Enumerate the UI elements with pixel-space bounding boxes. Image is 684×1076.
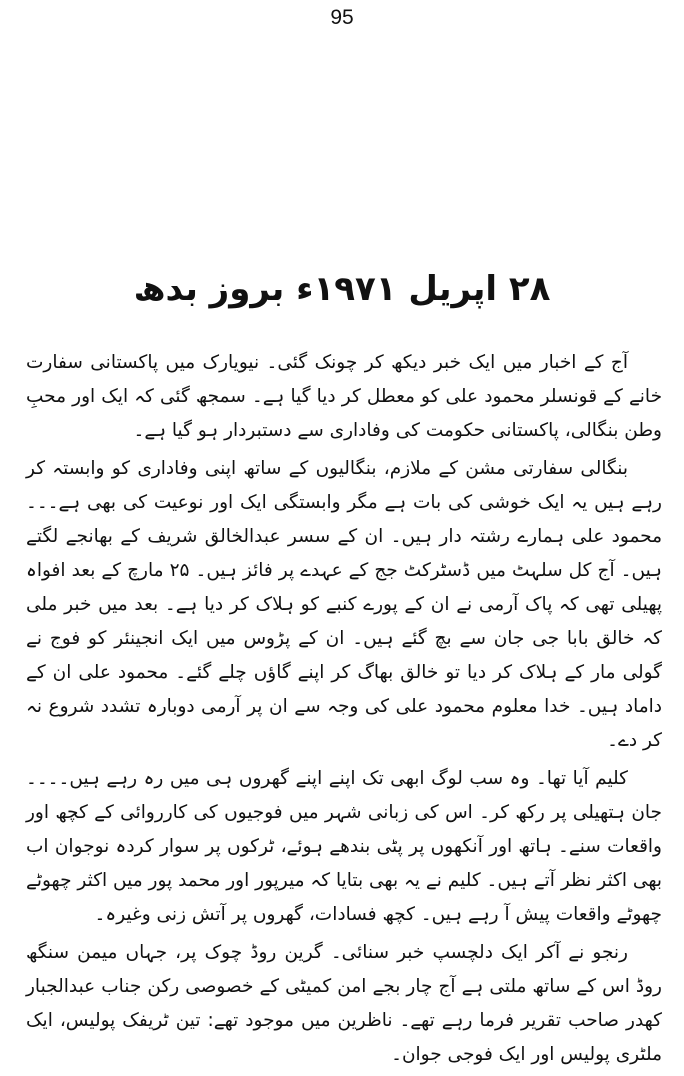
paragraph: بنگالی سفارتی مشن کے ملازم، بنگالیوں کے ساتھ اپنی وفاداری کو وابستہ کر رہے ہیں یہ ایک خوشی کی بات ہے مگر وابستگی ایک اور نوعیت کی بھی ہے۔۔۔ محمود علی ہمارے رشتہ دار ہیں۔ ان کے سسر عبدالخالق شریف کے بھانجے لگتے ہیں۔ آج کل سلہٹ میں ڈسٹرکٹ جج کے عہدے پر فائز ہیں۔ ۲۵ مارچ کے بعد افواہ پھیلی تھی کہ پاک آرمی نے ان کے پورے کنبے کو ہلاک کر دیا ہے۔ بعد میں خبر ملی کہ خالق بابا جی جان سے بچ گئے ہیں۔ ان کے پڑوس میں ایک انجینئر کو فوج نے گولی مار کے ہلاک کر دیا تو خالق بھاگ کر اپنے گاؤں چلے گئے۔ محمود علی ان کے داماد ہیں۔ خدا معلوم محمود علی کی وجہ سے ان پر آرمی دوبارہ تشدد شروع نہ کر دے۔ <box>26 458 662 751</box>
body-text <box>26 346 662 1076</box>
page-title: ۲۸ اپریل ۱۹۷۱ء بروز بدھ <box>133 269 551 309</box>
paragraph: کلیم آیا تھا۔ وہ سب لوگ ابھی تک اپنے اپنے گھروں ہی میں رہ رہے ہیں۔۔۔۔ جان ہتھیلی پر رکھ کر۔ اس کی زبانی شہر میں فوجیوں کی کارروائی کے کچھ اور واقعات سنے۔ ہاتھ اور آنکھوں پر پٹی بندھے ہوئے، ٹرکوں پر سوار کردہ نوجوان اب بھی اکثر نظر آتے ہیں۔ کلیم نے یہ بھی بتایا کہ میرپور اور محمد پور میں اکثر چھوٹے چھوٹے واقعات پیش آ رہے ہیں۔ کچھ فسادات، گھروں پر آتش زنی وغیرہ۔ <box>26 768 662 925</box>
paragraph: آج کے اخبار میں ایک خبر دیکھ کر چونک گئی۔ نیویارک میں پاکستانی سفارت خانے کے قونسلر محمود علی کو معطل کر دیا گیا ہے۔ سمجھ گئی کہ ایک اور محبِ وطن بنگالی، پاکستانی حکومت کی وفاداری سے دستبردار ہو گیا ہے۔ <box>26 352 662 441</box>
paragraph: رنجو نے آکر ایک دلچسپ خبر سنائی۔ گرین روڈ چوک پر، جہاں میمن سنگھ روڈ اس کے ساتھ ملتی ہے آج چار بجے امن کمیٹی کے خصوصی رکن جناب عبدالجبار کھدر صاحب تقریر فرما رہے تھے۔ ناظرین میں موجود تھے: تین ٹریفک پولیس، ایک ملٹری پولیس اور ایک فوجی جوان۔ <box>26 942 662 1065</box>
page-number: 95 <box>330 6 354 29</box>
